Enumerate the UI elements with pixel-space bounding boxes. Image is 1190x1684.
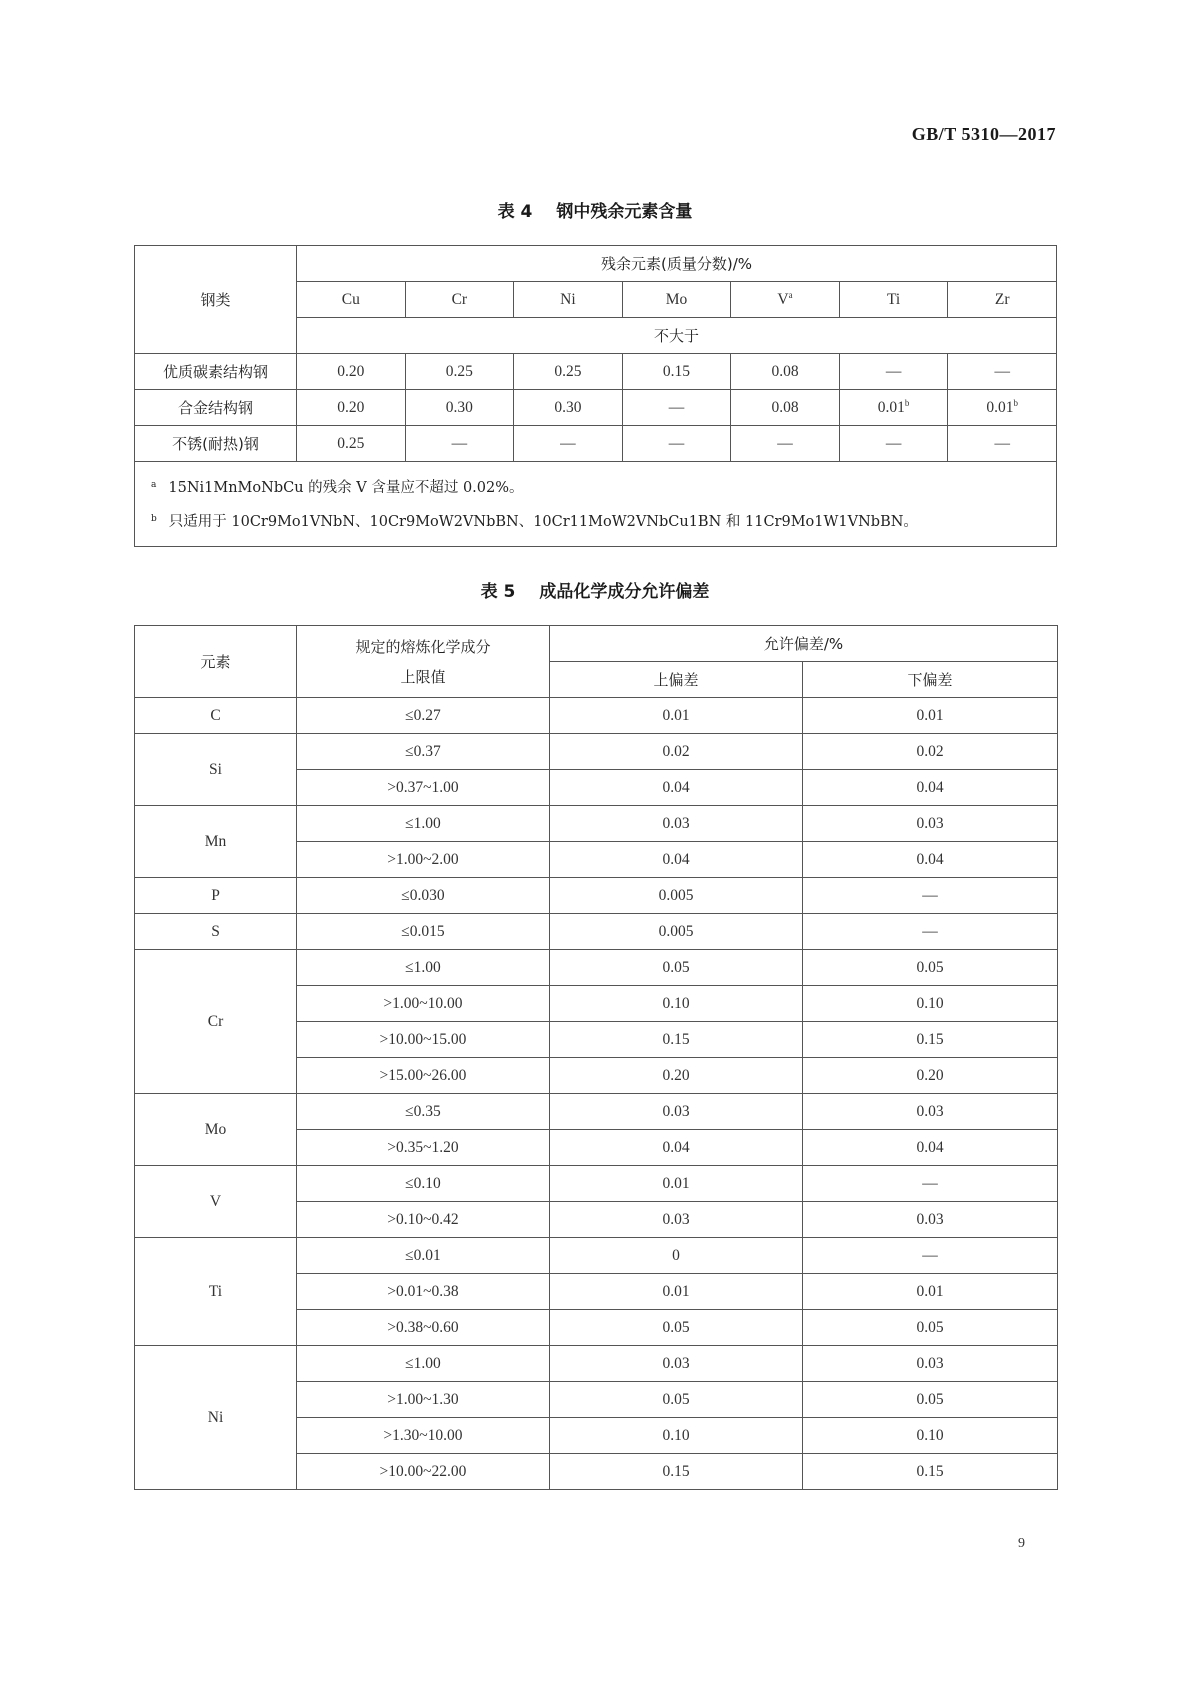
table5-col-limit-line2: 上限值 — [400, 667, 446, 686]
table4-col-v — [731, 282, 840, 318]
table5-lower-cell: 0.03 — [803, 806, 1058, 842]
table4-cell — [405, 426, 514, 462]
table5-row — [135, 914, 1058, 950]
table5-lower-cell: 0.05 — [803, 1382, 1058, 1418]
table5-element: Ni — [135, 1346, 297, 1490]
table4-note-a — [151, 470, 1040, 504]
table4-cell-value: 0.20 — [337, 362, 365, 380]
table5-element: P — [135, 878, 297, 914]
table4-number: 表 4 — [497, 202, 533, 222]
table5-lower-cell: 0.03 — [803, 1202, 1058, 1238]
table5-lower-cell: 0.10 — [803, 986, 1058, 1022]
table5-limit-cell: ≤0.35 — [297, 1094, 550, 1130]
table4-cell-note-mark: b — [904, 398, 910, 408]
table4-cell — [514, 354, 623, 390]
table5-row — [135, 1238, 1058, 1274]
table5-upper-cell: 0.03 — [550, 806, 803, 842]
table4-col-zr: Zr — [948, 282, 1057, 318]
table5-limit-cell: >1.00~2.00 — [297, 842, 550, 878]
table5-limit-cell: ≤0.015 — [297, 914, 550, 950]
table5-lower-cell: 0.01 — [803, 1274, 1058, 1310]
table5-element: V — [135, 1166, 297, 1238]
table4-group-header: 残余元素(质量分数)/% — [297, 246, 1057, 282]
table4-cell — [948, 426, 1057, 462]
table4-cell-value: 0.08 — [771, 398, 799, 416]
table4-caption — [0, 197, 1190, 222]
table5 — [134, 625, 1058, 1490]
table4-notes — [135, 462, 1057, 547]
table4-cell — [297, 354, 406, 390]
table5-element: Ti — [135, 1238, 297, 1346]
table5-lower-cell: 0.15 — [803, 1022, 1058, 1058]
table4-cell-value: — — [777, 434, 793, 452]
table4-cell — [839, 354, 948, 390]
note-b-mark: b — [151, 514, 157, 524]
table4-col-ni: Ni — [514, 282, 623, 318]
table4-cell-value: — — [885, 362, 902, 380]
table5-upper-cell: 0.005 — [550, 878, 803, 914]
table4-col-cu: Cu — [297, 282, 406, 318]
table4-cell-value: 0.20 — [337, 398, 365, 416]
table4-cell-value: 0.25 — [445, 362, 473, 380]
table5-upper-cell: 0.03 — [550, 1346, 803, 1382]
table4-cell — [297, 390, 406, 426]
table4-cell-value: — — [560, 434, 576, 452]
table5-element: S — [135, 914, 297, 950]
table4-cell-value: 0.30 — [554, 398, 582, 416]
table4-col-cr: Cr — [405, 282, 514, 318]
standard-number: GB/T 5310—2017 — [911, 124, 1056, 144]
table5-col-limit — [297, 626, 550, 698]
table4-cell-value: 0.01 — [877, 399, 905, 416]
table5-lower-cell: — — [803, 878, 1058, 914]
table4-row — [135, 390, 1057, 426]
table4-steel-class: 不锈(耐热)钢 — [135, 426, 297, 462]
table5-row — [135, 1166, 1058, 1202]
table4-cell-value: — — [451, 434, 468, 452]
table5-row — [135, 734, 1058, 770]
table4-cell — [948, 390, 1057, 426]
note-b-text: 只适用于 10Cr9Mo1VNbN、10Cr9MoW2VNbBN、10Cr11MoW2VNbCu1BN 和 11Cr9Mo1W1VNbBN。 — [168, 514, 918, 530]
table4-steel-class: 优质碳素结构钢 — [135, 354, 297, 390]
table4-row-header: 钢类 — [135, 246, 297, 354]
table4-cell-note-mark: b — [1013, 398, 1018, 408]
table4-row — [135, 354, 1057, 390]
page-number: 9 — [1018, 1536, 1025, 1551]
table5-row — [135, 878, 1058, 914]
table5-upper-cell: 0.20 — [550, 1058, 803, 1094]
table5-upper-cell: 0.10 — [550, 986, 803, 1022]
table4-cell-value: 0.30 — [445, 398, 473, 416]
table5-upper-cell: 0.05 — [550, 1382, 803, 1418]
table5-element: Mn — [135, 806, 297, 878]
table4-cell — [514, 390, 623, 426]
table5-limit-cell: >0.01~0.38 — [297, 1274, 550, 1310]
table4-cell-value: 0.25 — [554, 362, 582, 380]
table5-col-element: 元素 — [135, 626, 297, 698]
table5-limit-cell: >0.35~1.20 — [297, 1130, 550, 1166]
table5-limit-cell: ≤0.27 — [297, 698, 550, 734]
table5-limit-cell: ≤0.01 — [297, 1238, 550, 1274]
table5-upper-cell: 0.03 — [550, 1202, 803, 1238]
table5-upper-cell: 0.04 — [550, 1130, 803, 1166]
table5-col-upper: 上偏差 — [550, 662, 803, 698]
table5-upper-cell: 0.01 — [550, 698, 803, 734]
table4-col-v-label: V — [777, 291, 789, 308]
table5-lower-cell: 0.20 — [803, 1058, 1058, 1094]
table5-limit-cell: >1.30~10.00 — [297, 1418, 550, 1454]
table4-row — [135, 426, 1057, 462]
table5-element: Mo — [135, 1094, 297, 1166]
table4-cell — [731, 390, 840, 426]
table5-lower-cell: — — [803, 914, 1058, 950]
table5-upper-cell: 0.01 — [550, 1166, 803, 1202]
table5-limit-cell: >10.00~22.00 — [297, 1454, 550, 1490]
table5-upper-cell: 0.005 — [550, 914, 803, 950]
table5-row — [135, 698, 1058, 734]
table5-upper-cell: 0.05 — [550, 950, 803, 986]
table5-lower-cell: 0.05 — [803, 950, 1058, 986]
table5-upper-cell: 0.04 — [550, 842, 803, 878]
table5-limit-cell: >0.10~0.42 — [297, 1202, 550, 1238]
table5-lower-cell: 0.04 — [803, 1130, 1058, 1166]
table4-cell-value: — — [994, 434, 1010, 452]
table4-cell-value: 0.01 — [986, 399, 1014, 416]
table4-cell-value: 0.15 — [662, 362, 691, 380]
table5-row — [135, 1346, 1058, 1382]
table5-element: Si — [135, 734, 297, 806]
table5-upper-cell: 0 — [550, 1238, 803, 1274]
table4-cell — [839, 390, 948, 426]
table4-cell-value: — — [668, 434, 685, 452]
table5-lower-cell: 0.04 — [803, 842, 1058, 878]
table4-cell — [731, 354, 840, 390]
table5-number: 表 5 — [480, 582, 516, 602]
table5-lower-cell: 0.02 — [803, 734, 1058, 770]
table4-cell — [622, 354, 731, 390]
table4-col-ti: Ti — [839, 282, 948, 318]
table4-cell-value: — — [994, 362, 1010, 380]
table4-title: 钢中残余元素含量 — [556, 202, 693, 222]
table5-upper-cell: 0.02 — [550, 734, 803, 770]
table5-lower-cell: 0.04 — [803, 770, 1058, 806]
table4-cell-value: — — [885, 434, 902, 452]
table4-cell-value: 0.08 — [771, 362, 799, 380]
table4-cell-value: — — [668, 398, 685, 416]
table5-limit-cell: >1.00~10.00 — [297, 986, 550, 1022]
table5-lower-cell: 0.03 — [803, 1346, 1058, 1382]
table5-lower-cell: 0.05 — [803, 1310, 1058, 1346]
table5-col-limit-line1: 规定的熔炼化学成分 — [355, 637, 491, 656]
table5-row — [135, 806, 1058, 842]
table5-element: C — [135, 698, 297, 734]
table5-limit-cell: ≤0.030 — [297, 878, 550, 914]
table5-element: Cr — [135, 950, 297, 1094]
note-a-text: 15Ni1MnMoNbCu 的残余 V 含量应不超过 0.02%。 — [168, 480, 524, 496]
table5-limit-cell: >0.38~0.60 — [297, 1310, 550, 1346]
table4-cell — [948, 354, 1057, 390]
table5-limit-cell: ≤1.00 — [297, 1346, 550, 1382]
table4-cell — [731, 426, 840, 462]
table4-cell — [622, 426, 731, 462]
table5-limit-cell: ≤0.37 — [297, 734, 550, 770]
table5-upper-cell: 0.01 — [550, 1274, 803, 1310]
table5-upper-cell: 0.03 — [550, 1094, 803, 1130]
table5-row — [135, 950, 1058, 986]
table4-cell-value: 0.25 — [337, 434, 365, 452]
table5-limit-cell: >1.00~1.30 — [297, 1382, 550, 1418]
table4 — [134, 245, 1057, 547]
table4-cell — [297, 426, 406, 462]
table5-limit-cell: >10.00~15.00 — [297, 1022, 550, 1058]
table4-cell — [622, 390, 731, 426]
table4-cell — [514, 426, 623, 462]
table5-upper-cell: 0.10 — [550, 1418, 803, 1454]
table5-lower-cell: — — [803, 1238, 1058, 1274]
note-a-mark: a — [151, 480, 157, 490]
table5-upper-cell: 0.15 — [550, 1022, 803, 1058]
table5-upper-cell: 0.15 — [550, 1454, 803, 1490]
table4-limit-label: 不大于 — [297, 318, 1057, 354]
table5-title: 成品化学成分允许偏差 — [539, 582, 710, 602]
table5-lower-cell: 0.10 — [803, 1418, 1058, 1454]
table5-col-lower: 下偏差 — [803, 662, 1058, 698]
table5-limit-cell: >0.37~1.00 — [297, 770, 550, 806]
table5-lower-cell: 0.03 — [803, 1094, 1058, 1130]
table4-note-b — [151, 504, 1040, 538]
table5-caption — [0, 577, 1190, 602]
table4-cell — [405, 354, 514, 390]
table5-col-tolerance: 允许偏差/% — [550, 626, 1058, 662]
table4-col-mo: Mo — [622, 282, 731, 318]
table4-steel-class: 合金结构钢 — [135, 390, 297, 426]
table5-upper-cell: 0.04 — [550, 770, 803, 806]
table5-limit-cell: >15.00~26.00 — [297, 1058, 550, 1094]
table4-cell — [405, 390, 514, 426]
table5-lower-cell: 0.15 — [803, 1454, 1058, 1490]
table4-cell — [839, 426, 948, 462]
table5-lower-cell: — — [803, 1166, 1058, 1202]
table5-limit-cell: ≤1.00 — [297, 950, 550, 986]
table5-limit-cell: ≤0.10 — [297, 1166, 550, 1202]
table4-col-v-note-mark: a — [788, 290, 793, 300]
table5-limit-cell: ≤1.00 — [297, 806, 550, 842]
table5-row — [135, 1094, 1058, 1130]
table5-lower-cell: 0.01 — [803, 698, 1058, 734]
table5-upper-cell: 0.05 — [550, 1310, 803, 1346]
